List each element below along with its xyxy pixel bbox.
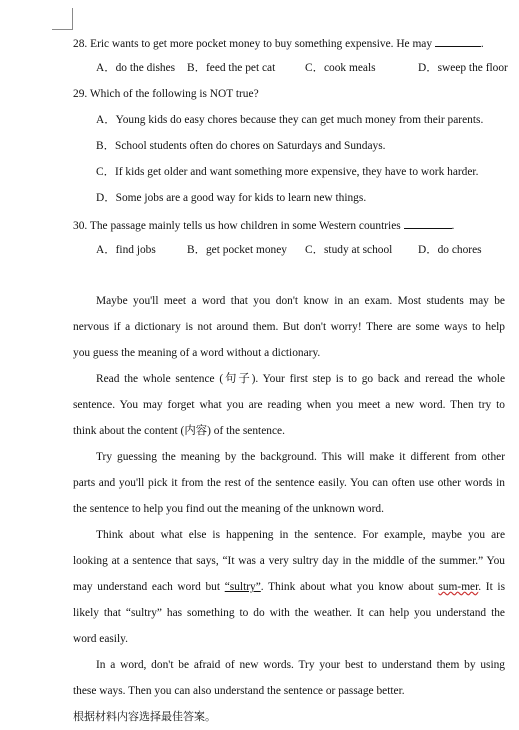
option-a: A．find jobs — [96, 244, 156, 256]
option-c: C．If kids get older and want something more expensive, they have to work harder. — [96, 166, 479, 178]
option-b: B．School students often do chores on Saturdays and Sundays. — [96, 140, 386, 152]
answer-blank — [435, 35, 481, 47]
question-stem: Which of the following is NOT true? — [89, 88, 259, 100]
passage-p1-line2: nervous if a dictionary is not around them. But don't worry! There are some ways to help — [73, 321, 505, 333]
answer-blank — [404, 217, 452, 229]
question-number: 28. — [73, 38, 88, 50]
crop-mark-vertical — [72, 8, 73, 30]
option-c: C．study at school — [305, 244, 393, 256]
option-d: D．Some jobs are a good way for kids to learn new things. — [96, 192, 367, 204]
spellcheck-word: sum-mer — [438, 581, 479, 593]
underlined-word: “sultry” — [224, 581, 261, 593]
passage-p5-line2: these ways. Then you can also understand the sentence or passage better. — [73, 685, 405, 697]
passage-p3-line1: Try guessing the meaning by the background. This will make it different from other — [96, 451, 505, 463]
question-stem: The passage mainly tells us how children in some Western countries — [89, 220, 401, 232]
option-d: D．do chores — [418, 244, 482, 256]
instruction-text: 根据材料内容选择最佳答案。 — [73, 710, 216, 723]
passage-p4-line1: Think about what else is happening in the sentence. For example, maybe you are — [96, 529, 505, 541]
question-number: 29. — [73, 88, 88, 100]
question-stem: Eric wants to get more pocket money to buy something expensive. He may — [90, 38, 433, 50]
passage-p4-line4: likely that “sultry” has something to do with the weather. It can help you understand the — [73, 607, 505, 619]
option-d: D．sweep the floor — [418, 62, 508, 74]
passage-p1-line3: you guess the meaning of a word without a dictionary. — [73, 347, 321, 359]
option-b: B．get pocket money — [187, 244, 287, 256]
option-a: A．do the dishes — [96, 62, 176, 74]
question-number: 30. — [73, 220, 88, 232]
passage-p5-line1: In a word, don't be afraid of new words. Try your best to understand them by using — [96, 659, 505, 671]
passage-p4-line5: word easily. — [73, 633, 128, 645]
passage-p4-line2: looking at a sentence that says, “It was a very sultry day in the middle of the summer.” You — [73, 555, 505, 567]
passage-p3-line2: parts and you'll pick it from the rest of the sentence easily. You can often use other words in — [73, 477, 505, 489]
crop-mark-horizontal — [52, 29, 73, 30]
passage-p2-line3: think about the content (内容) of the sentence. — [73, 425, 285, 437]
passage-p3-line3: the sentence to help you find out the meaning of the unknown word. — [73, 503, 384, 515]
passage-p2-line2: sentence. You may forget what you are reading when you meet a new word. Then try to — [73, 399, 505, 411]
passage-p2-line1: Read the whole sentence (句子). Your first step is to go back and reread the whole — [96, 373, 505, 385]
option-c: C．cook meals — [305, 62, 376, 74]
option-b: B．feed the pet cat — [187, 62, 276, 74]
question-30: 30. The passage mainly tells us how children in some Western countries . — [73, 217, 454, 233]
passage-p4-line3: may understand each word but “sultry”. Think about what you know about sum-mer. It is — [73, 581, 505, 593]
question-28: 28. Eric wants to get more pocket money to buy something expensive. He may . — [73, 35, 484, 51]
question-29 — [73, 87, 259, 101]
passage-p1-line1: Maybe you'll meet a word that you don't know in an exam. Most students may be — [96, 295, 505, 307]
option-a: A．Young kids do easy chores because they can get much money from their parents. — [96, 114, 484, 126]
